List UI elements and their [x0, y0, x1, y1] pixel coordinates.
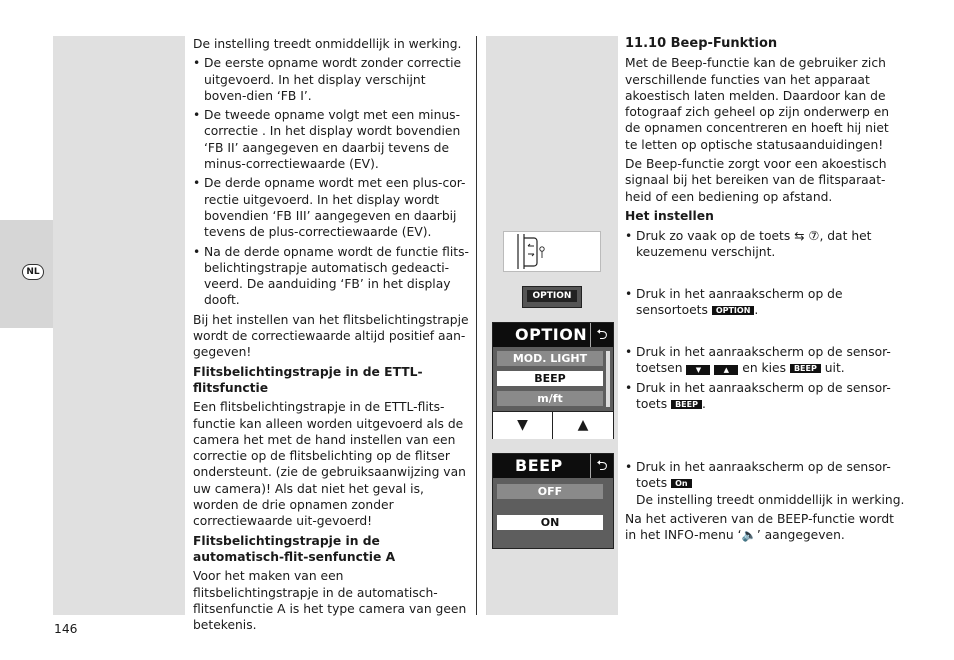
list-item: • De eerste opname wordt zonder correctie uitgevoerd. In het display verschijnt boven-dien ‘FB I’.: [193, 55, 469, 104]
page-number: 146: [54, 622, 78, 636]
list-item: • De tweede opname volgt met een minus-correctie . In het display wordt bovendien ‘FB II’ aangegeven en daarbij tevens de minus-correctiewaarde (EV).: [193, 107, 469, 172]
scroll-down-button[interactable]: [493, 412, 553, 439]
option-button-label: OPTION: [527, 290, 577, 302]
scroll-up-button[interactable]: [553, 412, 613, 439]
right-text-column: [625, 36, 901, 227]
back-icon[interactable]: ⮌: [590, 454, 613, 478]
step-text: ’ aangegeven.: [756, 528, 845, 543]
menu-item-off[interactable]: OFF: [497, 484, 603, 499]
option-menu-screen: [492, 322, 614, 439]
mode-key-icon: ⇆ ⑦: [794, 229, 820, 243]
bracketing-steps: [193, 55, 469, 308]
list-item: [625, 228, 901, 261]
menu-item-beep[interactable]: BEEP: [497, 371, 603, 386]
beep-key-tag: BEEP: [671, 400, 702, 409]
section-title: 11.10 Beep-Funktion: [625, 36, 778, 51]
back-icon[interactable]: ⮌: [590, 323, 613, 347]
beep-menu-header: [493, 454, 613, 478]
option-sensor-button[interactable]: [522, 286, 582, 308]
step-text: Druk in het aanraakscherm op de sensor-toets: [636, 380, 891, 411]
step-text: Na het activeren van de BEEP-functie wordt in het INFO-menu ‘: [625, 511, 894, 543]
list-item: [625, 286, 901, 319]
down-key-icon: ▼: [686, 365, 710, 375]
flash-unit-icon: [504, 232, 600, 271]
step-text: .: [754, 303, 759, 318]
scrollbar[interactable]: [606, 351, 610, 407]
on-key-tag: On: [671, 479, 692, 488]
step-text: , dat het keuzemenu verschijnt.: [636, 229, 872, 260]
auto-text: Voor het maken van een flitsbelichtingstrapje in de automatisch-flitsenfunctie A is het type camera van geen betekenis.: [193, 569, 467, 633]
beep-intro-text: Met de Beep-functie kan de gebruiker zich verschillende functies van het apparaat akoestisch laten melden. Daardoor kan de fotograaf zich geheel op zijn onderwerp en de opnamen concentreren en hoeft hij niet te letten op optische statusaanduidingen!: [625, 56, 890, 152]
step-1: [625, 228, 901, 264]
chevron-up-icon: ▲: [577, 417, 589, 433]
step-text: Druk in het aanraakscherm op de sensor-toets: [636, 460, 891, 491]
heading-auto: Flitsbelichtingstrapje in de automatisch-flit-senfunctie A: [193, 533, 396, 564]
list-item: • Na de derde opname wordt de functie flits-belichtingstrapje automatisch gedeacti-veerd. De aanduiding ‘FB’ in het display dooft.: [193, 244, 469, 309]
step-result-text: De instelling treedt onmiddellijk in werking.: [636, 492, 905, 507]
speaker-icon: 🔈: [741, 528, 757, 543]
left-margin-panel: [53, 36, 185, 615]
ettl-text: Een flitsbelichtingstrapje in de ETTL-flits-functie kan alleen worden uitgevoerd als de camera het met de hand instellen van een correctie op de flitsbelichting op de flitser ondersteunt. (zie de gebruiksaanwijzing van uw camera)! Als dat niet het geval is, worden de drie opnamen zonder correctiewaarde uit-gevoerd!: [193, 400, 466, 529]
up-key-icon: ▲: [714, 365, 738, 375]
option-key-tag: OPTION: [712, 306, 755, 315]
language-badge: NL: [22, 264, 44, 280]
list-item: • De derde opname wordt met een plus-cor-rectie uitgevoerd. In het display wordt bovendien ‘FB III’ aangegeven en daarbij tevens de plus-correctiewaarde (EV).: [193, 175, 469, 240]
heading-setting: Het instellen: [625, 208, 714, 223]
heading-ettl: Flitsbelichtingstrapje in de ETTL-flitsfunctie: [193, 364, 423, 395]
beep-purpose-text: De Beep-functie zorgt voor een akoestisch signaal bij het bereiken van de flitsparaat-heid of een bediening op afstand.: [625, 157, 887, 204]
step-text: Druk in het aanraakscherm op de sensor-toetsen: [636, 345, 891, 376]
device-key-illustration: [503, 231, 601, 272]
step-2: [625, 286, 901, 322]
beep-menu-screen: [492, 453, 614, 549]
menu-item-on[interactable]: ON: [497, 515, 603, 530]
chevron-down-icon: ▼: [517, 417, 528, 433]
menu-item-m-ft[interactable]: m/ft: [497, 391, 603, 406]
positive-note: Bij het instellen van het flitsbelichtingstrapje wordt de correctiewaarde altijd positief aan-gegeven!: [193, 312, 469, 360]
column-divider: [476, 36, 477, 615]
menu-item-mod-light[interactable]: MOD. LIGHT: [497, 351, 603, 366]
option-menu-title: OPTION: [515, 325, 588, 344]
list-item: [625, 380, 901, 413]
step-3: [625, 344, 901, 415]
step-text: uit.: [820, 361, 845, 376]
option-menu-header: [493, 323, 613, 347]
beep-key-tag: BEEP: [790, 364, 821, 373]
step-text: .: [701, 396, 706, 411]
step-5: [625, 459, 905, 546]
list-item: [625, 459, 905, 508]
beep-menu-title: BEEP: [515, 456, 563, 475]
intro-text: De instelling treedt onmiddellijk in werking.: [193, 37, 462, 51]
step-text: en kies: [738, 361, 790, 376]
left-text-column: [193, 36, 469, 636]
step-text: Druk in het aanraakscherm op de sensortoets: [636, 287, 843, 318]
final-note: [625, 511, 905, 544]
list-item: [625, 344, 901, 377]
button-bar: [493, 411, 613, 439]
step-text: Druk zo vaak op de toets: [636, 229, 795, 243]
